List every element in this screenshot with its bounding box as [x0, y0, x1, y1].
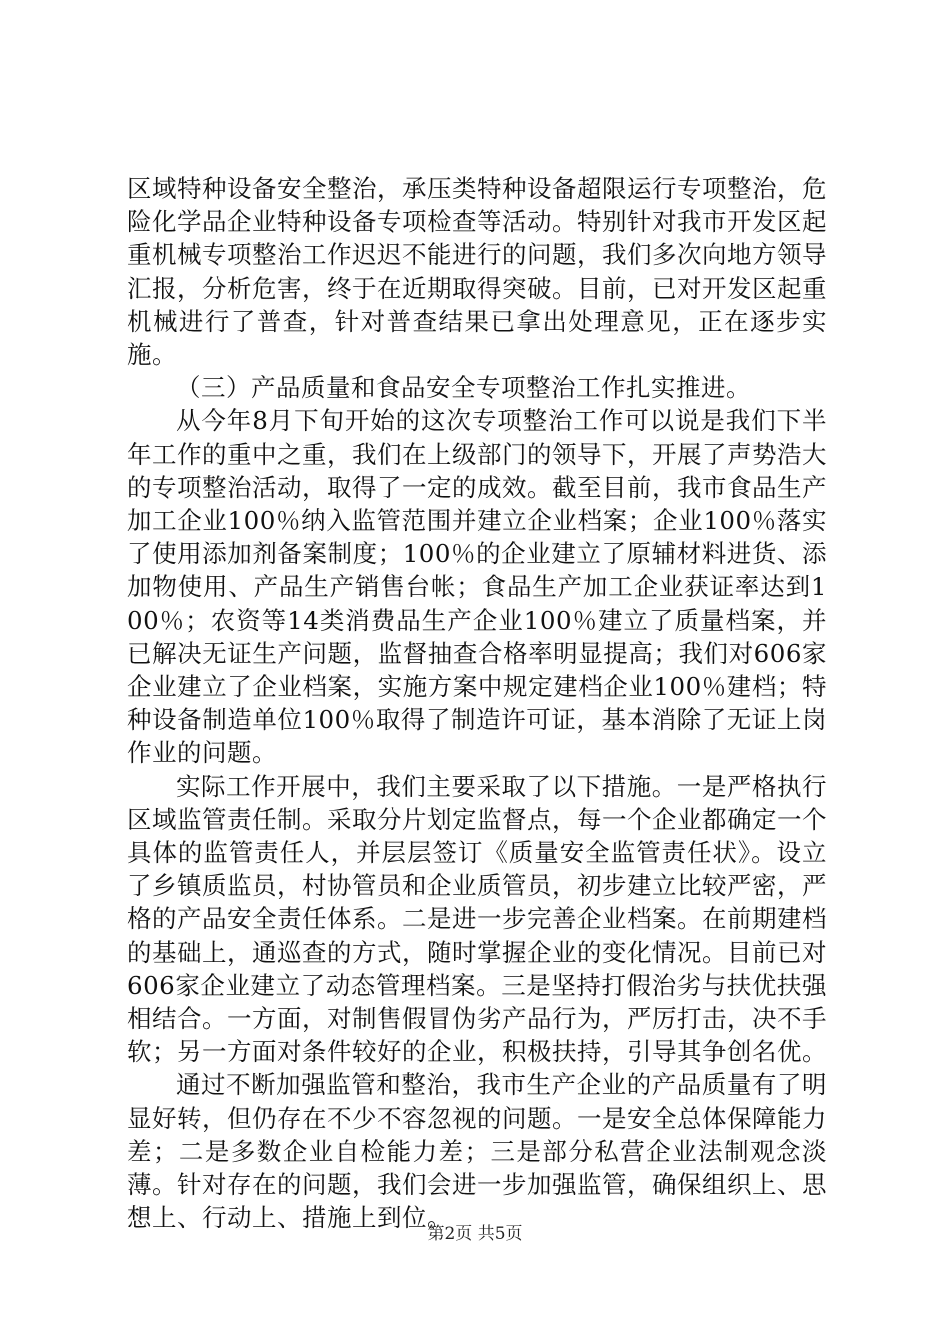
paragraph-measures: 实际工作开展中，我们主要采取了以下措施。一是严格执行区域监管责任制。采取分片划定监督点，每一个企业都确定一个具体的监管责任人，并层层签订《质量安全监管责任状》。设立了乡镇质监员，村协管员和企业质管员，初步建立比较严密，严格的产品安全责任体系。二是进一步完善企业档案。在前期建档的基础上，通巡查的方式，随时掌握企业的变化情况。目前已对606家企业建立了动态管理档案。三是坚持打假治劣与扶优扶强相结合。一方面，对制售假冒伪劣产品行为，严厉打击，决不手软；另一方面对条件较好的企业，积极扶持，引导其争创名优。	[127, 771, 827, 1067]
page-number-label: 第2页 共5页	[427, 1224, 523, 1244]
section-heading: （三）产品质量和食品安全专项整治工作扎实推进。	[176, 373, 751, 403]
paragraph-continuation: 区域特种设备安全整治，承压类特种设备超限运行专项整治，危险化学品企业特种设备专项检查等活动。特别针对我市开发区起重机械专项整治工作迟迟不能进行的问题，我们多次向地方领导汇报，分析危害，终于在近期取得突破。目前，已对开发区起重机械进行了普查，针对普查结果已拿出处理意见，正在逐步实施。	[127, 174, 827, 370]
document-body	[127, 172, 827, 1235]
page-footer	[0, 1219, 950, 1244]
paragraph-results: 从今年8月下旬开始的这次专项整治工作可以说是我们下半年工作的重中之重，我们在上级部门的领导下，开展了声势浩大的专项整治活动，取得了一定的成效。截至目前，我市食品生产加工企业100％纳入监管范围并建立企业档案；企业100％落实了使用添加剂备案制度；100％的企业建立了原辅材料进货、添加物使用、产品生产销售台帐；食品生产加工企业获证率达到100％；农资等14类消费品生产企业100％建立了质量档案，并已解决无证生产问题，监督抽查合格率明显提高；我们对606家企业建立了企业档案，实施方案中规定建档企业100％建档；特种设备制造单位100％取得了制造许可证，基本消除了无证上岗作业的问题。	[127, 406, 827, 768]
paragraph-problems: 通过不断加强监管和整治，我市生产企业的产品质量有了明显好转，但仍存在不少不容忽视的问题。一是安全总体保障能力差；二是多数企业自检能力差；三是部分私营企业法制观念淡薄。针对存在的问题，我们会进一步加强监管，确保组织上、思想上、行动上、措施上到位。	[127, 1070, 827, 1233]
